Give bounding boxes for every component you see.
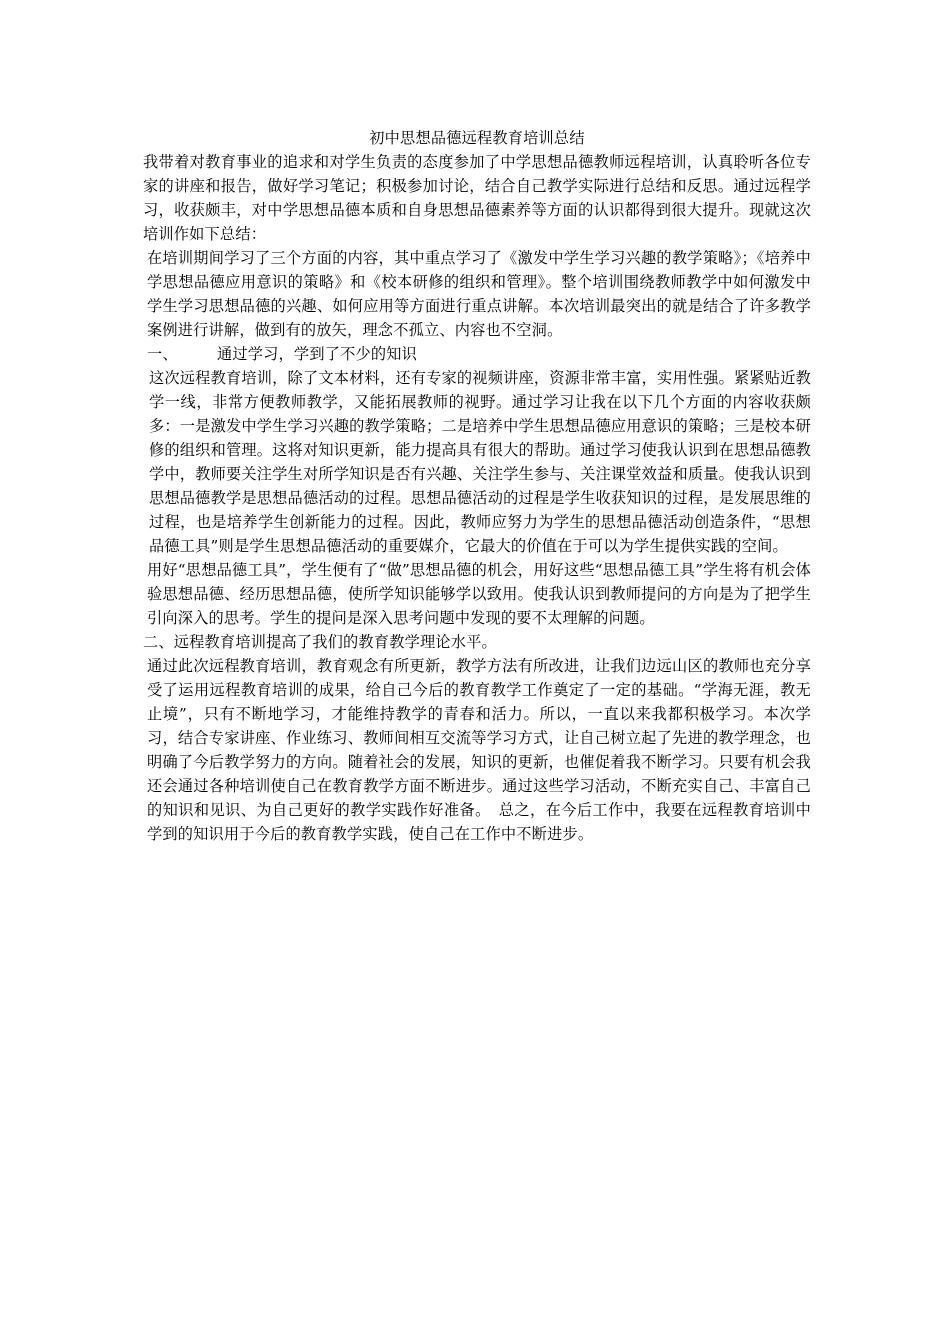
document-page bbox=[143, 126, 811, 846]
section1-title: 通过学习，学到了不少的知识 bbox=[217, 345, 418, 363]
section1-paragraph-1: 这次远程教育培训，除了文本材料，还有专家的视频讲座，资源非常丰富，实用性强。紧紧贴近教学一线，非常方便教师教学，又能拓展教师的视野。通过学习让我在以下几个方面的内容收获颇多：一是激发中学生学习兴趣的教学策略；二是培养中学生思想品德应用意识的策略；三是校本研修的组织和管理。这将对知识更新，能力提高具有很大的帮助。通过学习使我认识到在思想品德教学中，教师要关注学生对所学知识是否有兴趣、关注学生参与、关注课堂效益和质量。使我认识到思想品德教学是思想品德活动的过程。思想品德活动的过程是学生收获知识的过程，是发展思维的过程，也是培养学生创新能力的过程。因此，教师应努力为学生的思想品德活动创造条件，“思想品德工具”则是学生思想品德活动的重要媒介，它最大的价值在于可以为学生提供实践的空间。 bbox=[149, 369, 811, 555]
section2-heading: 二、远程教育培训提高了我们的教育教学理论水平。 bbox=[143, 633, 497, 651]
document-title: 初中思想品德远程教育培训总结 bbox=[369, 129, 585, 147]
content-paragraph: 在培训期间学习了三个方面的内容，其中重点学习了《激发中学生学习兴趣的教学策略》；《培养中学思想品德应用意识的策略》和《校本研修的组织和管理》。整个培训围绕教师教学中如何激发中学生学习思想品德的兴趣、如何应用等方面进行重点讲解。本次培训最突出的就是结合了许多教学案例进行讲解，做到有的放矢，理念不孤立、内容也不空洞。 bbox=[147, 249, 811, 339]
intro-paragraph: 我带着对教育事业的追求和对学生负责的态度参加了中学思想品德教师远程培训，认真聆听各位专家的讲座和报告，做好学习笔记；积极参加讨论，结合自己教学实际进行总结和反思。通过远程学习，收获颇丰，对中学思想品德本质和自身思想品德素养等方面的认识都得到很大提升。现就这次培训作如下总结： bbox=[143, 153, 811, 243]
section2-paragraph: 通过此次远程教育培训，教育观念有所更新，教学方法有所改进，让我们边远山区的教师也充分享受了运用远程教育培训的成果，给自己今后的教育教学工作奠定了一定的基础。“学海无涯，教无止境”，只有不断地学习，才能维持教学的青春和活力。所以，一直以来我都积极学习。本次学习，结合专家讲座、作业练习、教师间相互交流等学习方式，让自己树立起了先进的教学理念，也明确了今后教学努力的方向。随着社会的发展，知识的更新，也催促着我不断学习。只要有机会我还会通过各种培训使自己在教育教学方面不断进步。通过这些学习活动，不断充实自己、丰富自己的知识和见识、为自己更好的教学实践作好准备。 总之，在今后工作中，我要在远程教育培训中学到的知识用于今后的教育教学实践，使自己在工作中不断进步。 bbox=[147, 657, 811, 843]
section1-heading bbox=[143, 342, 811, 366]
section1-number: 一、 bbox=[147, 345, 178, 363]
section1-paragraph-2: 用好“思想品德工具”，学生便有了“做”思想品德的机会，用好这些“思想品德工具”学生将有机会体验思想品德、经历思想品德，使所学知识能够学以致用。使我认识到教师提问的方向是为了把学生引向深入的思考。学生的提问是深入思考问题中发现的要不太理解的问题。 bbox=[147, 561, 811, 627]
